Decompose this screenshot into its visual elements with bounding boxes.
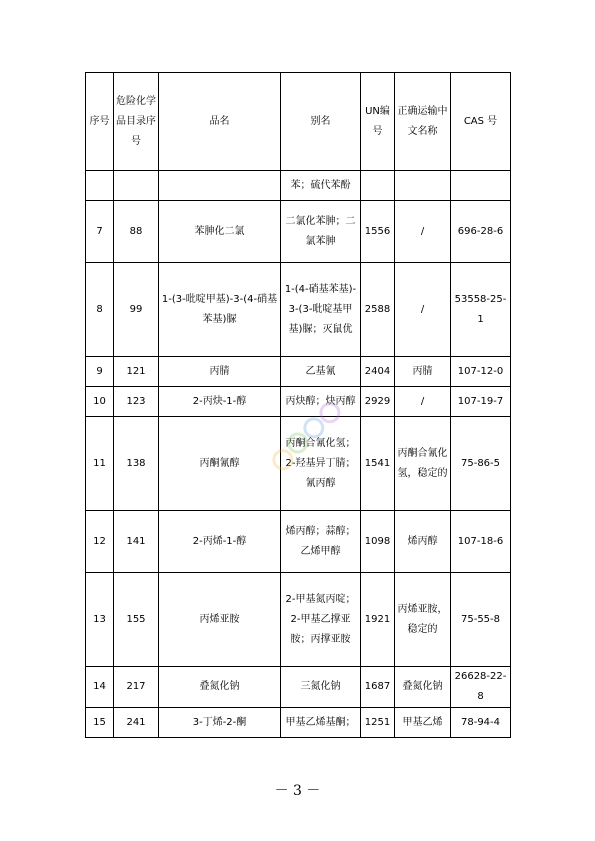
row-name-cell (159, 573, 281, 667)
row-dir-no-cell (114, 511, 159, 573)
row-dir-no-text: 141 (126, 535, 146, 547)
row-un-cell (361, 171, 395, 201)
row-alias-text: 甲基乙烯基酮； (285, 716, 356, 728)
row-alias-text: 二氯化苯胂；二氯苯胂 (285, 215, 356, 247)
row-alias-text: 乙基氰 (305, 365, 336, 377)
row-ship-name-cell (395, 263, 451, 357)
row-name-cell (159, 417, 281, 511)
row-ship-name-cell (395, 357, 451, 387)
row-cas-text: 75-86-5 (460, 457, 501, 469)
row-no-text: 13 (93, 613, 106, 625)
row-cas-cell (451, 708, 511, 738)
row-no-cell (86, 667, 114, 708)
row-dir-no-cell (114, 573, 159, 667)
row-un-cell (361, 708, 395, 738)
table-row (86, 357, 511, 387)
row-name-cell (159, 387, 281, 417)
row-name-text: 苯胂化二氯 (194, 225, 245, 237)
row-ship-name-cell (395, 201, 451, 263)
row-ship-name-cell (395, 387, 451, 417)
row-cas-text: 107-12-0 (457, 365, 504, 377)
table-row (86, 708, 511, 738)
row-un-text: 2588 (364, 303, 391, 315)
row-cas-cell (451, 667, 511, 708)
row-un-text: 1251 (364, 716, 391, 728)
page-number: － 3 － (274, 783, 321, 799)
row-no-text: 15 (93, 716, 106, 728)
row-alias-cell (281, 708, 361, 738)
row-ship-name-text: 甲基乙烯 (402, 716, 443, 728)
row-alias-cell (281, 667, 361, 708)
row-un-cell (361, 511, 395, 573)
row-ship-name-text: 丙酮合氰化氢，稳定的 (397, 447, 448, 479)
row-dir-no-text: 99 (129, 303, 143, 315)
row-un-text: 1098 (364, 535, 391, 547)
row-dir-no-text: 217 (126, 681, 146, 692)
row-dir-no-text: 138 (126, 457, 146, 469)
row-name-text: 丙腈 (209, 365, 230, 377)
row-un-cell (361, 387, 395, 417)
row-no-text: 12 (93, 535, 106, 547)
table-row (86, 667, 511, 708)
row-name-cell (159, 708, 281, 738)
row-un-text: 1541 (364, 457, 391, 469)
table-row (86, 263, 511, 357)
row-alias-text: 丙炔醇；炔丙醇 (285, 395, 356, 407)
row-name-text: 2-丙烯-1-醇 (192, 535, 247, 547)
row-cas-text: 26628-22-8 (454, 671, 507, 702)
header-row (86, 73, 511, 171)
row-name-cell (159, 511, 281, 573)
row-no-cell (86, 387, 114, 417)
header-cell-dir-no: 危险化学品目录序号 (114, 73, 159, 171)
row-dir-no-cell (114, 708, 159, 738)
row-cas-text: 696-28-6 (457, 225, 504, 237)
row-un-text: 1921 (364, 613, 391, 625)
row-alias-cell (281, 201, 361, 263)
row-cas-cell (451, 201, 511, 263)
row-no-text: 10 (93, 395, 106, 407)
row-dir-no-text: 241 (126, 716, 146, 728)
row-un-cell (361, 417, 395, 511)
row-cas-text: 75-55-8 (460, 613, 501, 625)
row-dir-no-cell (114, 171, 159, 201)
row-alias-cell (281, 417, 361, 511)
row-ship-name-text: 烯丙醇 (407, 535, 438, 547)
row-no-text: 7 (96, 225, 103, 237)
row-un-text: 2929 (364, 395, 391, 407)
row-name-text: 丙烯亚胺 (199, 613, 240, 625)
row-ship-name-text: / (420, 225, 425, 237)
row-alias-text: 1-(4-硝基苯基)-3-(3-吡啶基甲基)脲；灭鼠优 (284, 283, 357, 335)
row-cas-cell (451, 387, 511, 417)
row-un-cell (361, 201, 395, 263)
row-dir-no-cell (114, 357, 159, 387)
row-ship-name-cell (395, 667, 451, 708)
row-dir-no-text: 88 (129, 225, 143, 237)
row-ship-name-text: / (420, 395, 425, 407)
header-cell-name: 品名 (159, 73, 281, 171)
row-alias-cell (281, 171, 361, 201)
row-ship-name-cell (395, 708, 451, 738)
row-ship-name-text: 丙烯亚胺，稳定的 (397, 603, 448, 635)
row-no-cell (86, 171, 114, 201)
table-row (86, 387, 511, 417)
row-no-text: 8 (96, 303, 103, 315)
header-cell-un: UN编号 (361, 73, 395, 171)
row-dir-no-cell (114, 263, 159, 357)
row-no-text: 14 (93, 681, 106, 692)
header-cell-cas: CAS 号 (451, 73, 511, 171)
row-name-cell (159, 171, 281, 201)
row-alias-cell (281, 511, 361, 573)
chemicals-table (85, 72, 511, 738)
row-dir-no-text: 121 (126, 365, 146, 377)
row-name-text: 叠氮化钠 (199, 681, 240, 692)
row-no-cell (86, 573, 114, 667)
row-cas-text: 78-94-4 (460, 716, 501, 728)
row-name-text: 1-(3-吡啶甲基)-3-(4-硝基苯基)脲 (161, 293, 278, 325)
row-dir-no-cell (114, 387, 159, 417)
header-cell-ship-name: 正确运输中文名称 (395, 73, 451, 171)
row-cas-cell (451, 511, 511, 573)
row-no-text: 9 (96, 365, 103, 377)
row-name-text: 2-丙炔-1-醇 (192, 395, 247, 407)
row-alias-text: 2-甲基氮丙啶；2-甲基乙撑亚胺；丙撑亚胺 (285, 593, 356, 645)
row-alias-text: 苯；硫代苯酚 (290, 179, 351, 191)
row-no-text: 11 (93, 457, 106, 469)
row-un-cell (361, 667, 395, 708)
row-un-cell (361, 263, 395, 357)
header-cell-no: 序号 (86, 73, 114, 171)
row-alias-text: 烯丙醇；蒜醇；乙烯甲醇 (285, 525, 356, 557)
row-cas-cell (451, 171, 511, 201)
table-row (86, 417, 511, 511)
row-cas-cell (451, 417, 511, 511)
row-cas-text: 53558-25-1 (454, 293, 507, 325)
row-alias-text: 三氮化钠 (300, 681, 341, 692)
table-row (86, 511, 511, 573)
row-cas-cell (451, 357, 511, 387)
row-ship-name-cell (395, 171, 451, 201)
row-no-cell (86, 417, 114, 511)
row-no-cell (86, 263, 114, 357)
row-ship-name-text: / (420, 303, 425, 315)
table-row (86, 201, 511, 263)
header-cell-alias: 别名 (281, 73, 361, 171)
row-name-cell (159, 357, 281, 387)
row-un-cell (361, 573, 395, 667)
row-alias-cell (281, 263, 361, 357)
row-cas-cell (451, 263, 511, 357)
row-no-cell (86, 201, 114, 263)
row-dir-no-cell (114, 667, 159, 708)
row-un-text: 2404 (364, 365, 391, 377)
row-cas-text: 107-18-6 (457, 535, 504, 547)
row-un-cell (361, 357, 395, 387)
row-name-text: 3-丁烯-2-酮 (192, 716, 247, 728)
row-alias-text: 丙酮合氰化氢；2-羟基异丁腈；氰丙醇 (285, 437, 356, 489)
row-ship-name-text: 叠氮化钠 (402, 681, 443, 692)
row-ship-name-cell (395, 511, 451, 573)
row-cas-cell (451, 573, 511, 667)
row-cas-text: 107-19-7 (457, 395, 504, 407)
table-row (86, 573, 511, 667)
row-un-text: 1556 (364, 225, 391, 237)
row-ship-name-cell (395, 417, 451, 511)
row-dir-no-text: 155 (126, 613, 146, 625)
row-un-text: 1687 (364, 681, 391, 692)
row-ship-name-text: 丙腈 (412, 365, 433, 377)
row-name-cell (159, 263, 281, 357)
row-alias-cell (281, 387, 361, 417)
row-dir-no-cell (114, 201, 159, 263)
row-ship-name-cell (395, 573, 451, 667)
row-dir-no-cell (114, 417, 159, 511)
row-no-cell (86, 511, 114, 573)
row-alias-cell (281, 573, 361, 667)
row-name-cell (159, 201, 281, 263)
row-alias-cell (281, 357, 361, 387)
row-no-cell (86, 708, 114, 738)
row-no-cell (86, 357, 114, 387)
table-row (86, 171, 511, 201)
row-dir-no-text: 123 (126, 395, 146, 407)
row-name-cell (159, 667, 281, 708)
row-name-text: 丙酮氰醇 (199, 457, 240, 469)
